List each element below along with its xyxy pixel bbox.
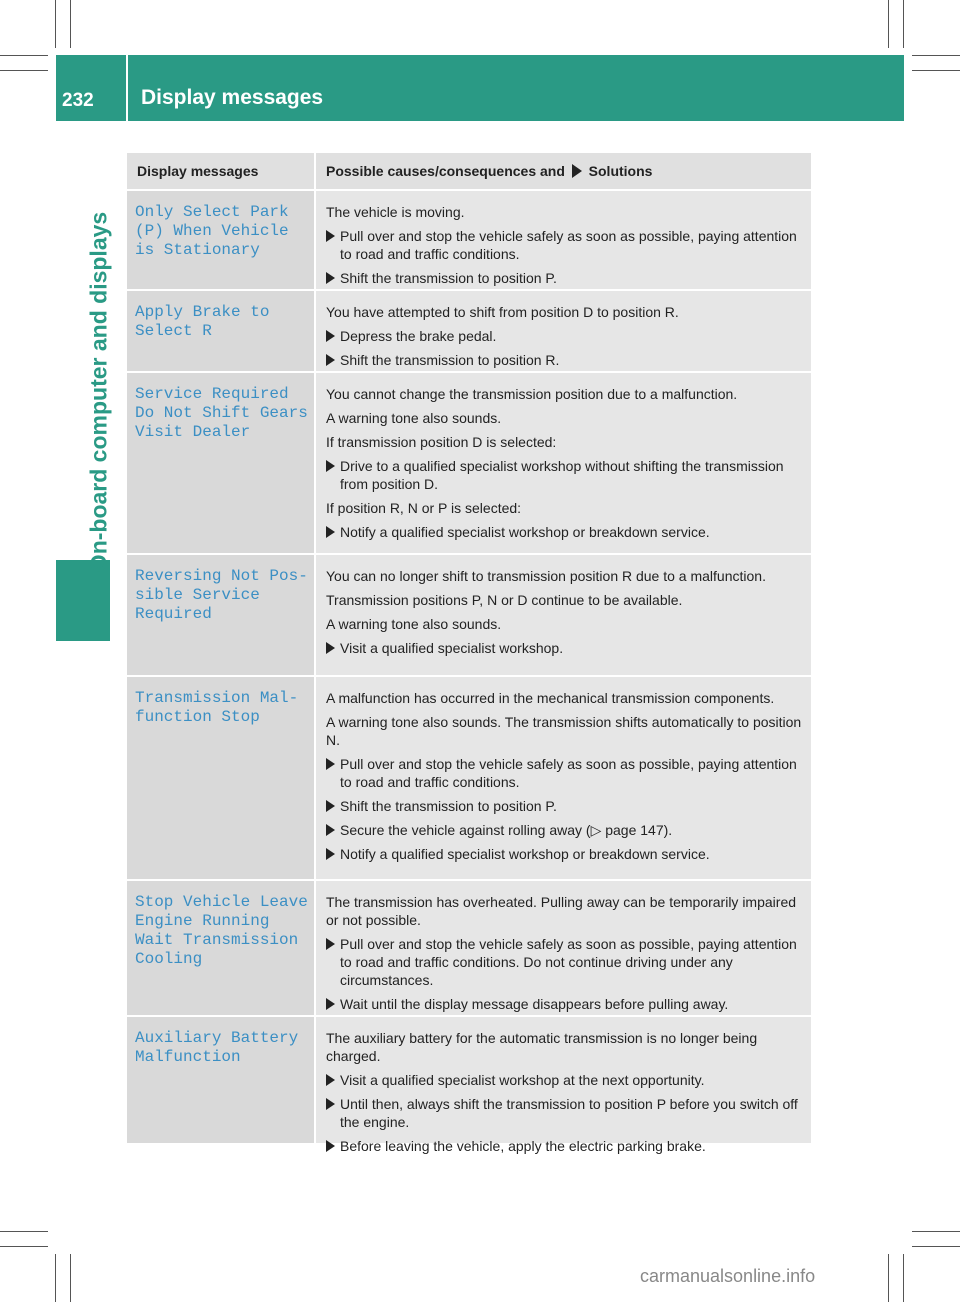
crop-mark	[55, 0, 56, 48]
display-message: Transmission Mal‐ function Stop	[135, 689, 299, 726]
text: Until then, always shift the transmission to position P before you switch off the engine.	[340, 1096, 798, 1130]
table-row	[127, 1017, 811, 1154]
crop-mark	[55, 1254, 56, 1302]
cause-text	[326, 893, 803, 929]
cause-text	[326, 203, 803, 221]
action-item	[326, 755, 803, 791]
text: Secure the vehicle against rolling away (▷ page 147).	[340, 822, 673, 838]
crop-mark	[0, 70, 48, 71]
action-item	[326, 227, 803, 263]
arrow-right-icon	[326, 998, 335, 1010]
text: Visit a qualified specialist workshop.	[340, 640, 564, 656]
arrow-right-icon	[326, 800, 335, 812]
message-cell	[127, 677, 314, 879]
action-item	[326, 327, 803, 345]
header-causes	[316, 153, 811, 189]
arrow-right-icon	[326, 1098, 335, 1110]
display-message: Auxiliary Battery Malfunction	[135, 1029, 299, 1066]
text: Visit a qualified specialist workshop at the next opportunity.	[340, 1072, 705, 1088]
cause-text	[326, 615, 803, 633]
display-message: Apply Brake to Select R	[135, 303, 270, 340]
text: Shift the transmission to position P.	[340, 270, 557, 286]
action-item	[326, 1095, 803, 1131]
display-message: Service Required Do Not Shift Gears Visit Dealer	[135, 385, 308, 441]
action-item	[326, 1137, 803, 1155]
solution-cell	[316, 191, 811, 289]
message-cell	[127, 291, 314, 371]
solution-cell	[316, 373, 811, 553]
text: Notify a qualified specialist workshop or breakdown service.	[340, 846, 710, 862]
action-item	[326, 269, 803, 287]
text: If transmission position D is selected:	[326, 434, 557, 450]
table-body	[127, 191, 811, 1154]
table-row	[127, 881, 811, 1015]
text: Shift the transmission to position R.	[340, 352, 560, 368]
crop-mark	[912, 70, 960, 71]
action-item	[326, 457, 803, 493]
cause-text	[326, 567, 803, 585]
header-solutions-label: Solutions	[588, 163, 653, 179]
arrow-right-icon	[326, 272, 335, 284]
action-item	[326, 1071, 803, 1089]
arrow-right-icon	[326, 460, 335, 472]
crop-mark	[0, 55, 48, 56]
text: A warning tone also sounds.	[326, 410, 502, 426]
text: A malfunction has occurred in the mechanical transmission components.	[326, 690, 775, 706]
cause-text	[326, 591, 803, 609]
arrow-right-icon	[572, 164, 582, 178]
message-cell	[127, 555, 314, 675]
crop-mark	[912, 1246, 960, 1247]
text: Pull over and stop the vehicle safely as soon as possible, paying attention to road and traffic conditions.	[340, 756, 797, 790]
table-header	[127, 153, 811, 189]
action-item	[326, 995, 803, 1013]
crop-mark	[70, 0, 71, 48]
cause-text	[326, 409, 803, 427]
action-item	[326, 821, 803, 839]
table-row	[127, 677, 811, 879]
action-item	[326, 845, 803, 863]
action-item	[326, 797, 803, 815]
crop-mark	[903, 0, 904, 48]
solution-cell	[316, 291, 811, 371]
arrow-right-icon	[326, 354, 335, 366]
cause-text	[326, 713, 803, 749]
watermark: carmanualsonline.info	[640, 1266, 816, 1286]
cause-text	[326, 385, 803, 403]
message-cell	[127, 191, 314, 289]
page-title: Display messages	[141, 86, 324, 109]
arrow-right-icon	[326, 642, 335, 654]
arrow-right-icon	[326, 758, 335, 770]
action-item	[326, 639, 803, 657]
text: If position R, N or P is selected:	[326, 500, 522, 516]
solution-cell	[316, 555, 811, 675]
text: The auxiliary battery for the automatic transmission is no longer being charged.	[326, 1030, 758, 1064]
display-message: Only Select Park (P) When Vehicle is Stationary	[135, 203, 289, 259]
crop-mark	[0, 1246, 48, 1247]
message-cell	[127, 1017, 314, 1143]
crop-mark	[912, 55, 960, 56]
arrow-right-icon	[326, 1074, 335, 1086]
crop-mark	[888, 0, 889, 48]
action-item	[326, 351, 803, 369]
crop-mark	[0, 1231, 48, 1232]
solution-cell	[316, 1017, 811, 1154]
text: Depress the brake pedal.	[340, 328, 497, 344]
text: You can no longer shift to transmission position R due to a malfunction.	[326, 568, 766, 584]
display-message: Reversing Not Pos‐ sible Service Required	[135, 567, 308, 623]
side-label: On-board computer and displays	[85, 211, 112, 573]
arrow-right-icon	[326, 1140, 335, 1152]
cause-text	[326, 433, 803, 451]
display-message: Stop Vehicle Leave Engine Running Wait Transmission Cooling	[135, 893, 308, 968]
message-cell	[127, 373, 314, 553]
table-row	[127, 373, 811, 553]
action-item	[326, 935, 803, 989]
text: You have attempted to shift from position D to position R.	[326, 304, 679, 320]
header-display-messages: Display messages	[127, 153, 314, 189]
cause-text	[326, 689, 803, 707]
text: A warning tone also sounds. The transmission shifts automatically to position N.	[326, 714, 802, 748]
action-item	[326, 523, 803, 541]
crop-mark	[912, 1231, 960, 1232]
page-number: 232	[62, 90, 94, 111]
crop-mark	[888, 1254, 889, 1302]
cause-text	[326, 303, 803, 321]
text: Wait until the display message disappears before pulling away.	[340, 996, 729, 1012]
text: You cannot change the transmission position due to a malfunction.	[326, 386, 738, 402]
arrow-right-icon	[326, 848, 335, 860]
message-cell	[127, 881, 314, 1015]
text: Pull over and stop the vehicle safely as soon as possible, paying attention to road and traffic conditions.	[340, 228, 797, 262]
arrow-right-icon	[326, 938, 335, 950]
arrow-right-icon	[326, 824, 335, 836]
text: The vehicle is moving.	[326, 204, 465, 220]
crop-mark	[70, 1254, 71, 1302]
cause-text	[326, 1029, 803, 1065]
arrow-right-icon	[326, 330, 335, 342]
header-divider	[126, 55, 128, 121]
text: A warning tone also sounds.	[326, 616, 502, 632]
table-row	[127, 555, 811, 675]
text: Transmission positions P, N or D continue to be available.	[326, 592, 683, 608]
header-causes-label: Possible causes/consequences and	[326, 163, 565, 179]
text: Before leaving the vehicle, apply the electric parking brake.	[340, 1138, 706, 1154]
arrow-right-icon	[326, 526, 335, 538]
text: Drive to a qualified specialist workshop without shifting the transmission from position D.	[340, 458, 784, 492]
text: Shift the transmission to position P.	[340, 798, 557, 814]
messages-table	[127, 153, 811, 1154]
text: Notify a qualified specialist workshop or breakdown service.	[340, 524, 710, 540]
cause-text	[326, 499, 803, 517]
solution-cell	[316, 881, 811, 1015]
text: The transmission has overheated. Pulling away can be temporarily impaired or not possible.	[326, 894, 797, 928]
arrow-right-icon	[326, 230, 335, 242]
text: Pull over and stop the vehicle safely as soon as possible, paying attention to road and traffic conditions. Do not continue driving under any circumstances.	[340, 936, 797, 988]
table-row	[127, 291, 811, 371]
solution-cell	[316, 677, 811, 879]
table-row	[127, 191, 811, 289]
crop-mark	[903, 1254, 904, 1302]
